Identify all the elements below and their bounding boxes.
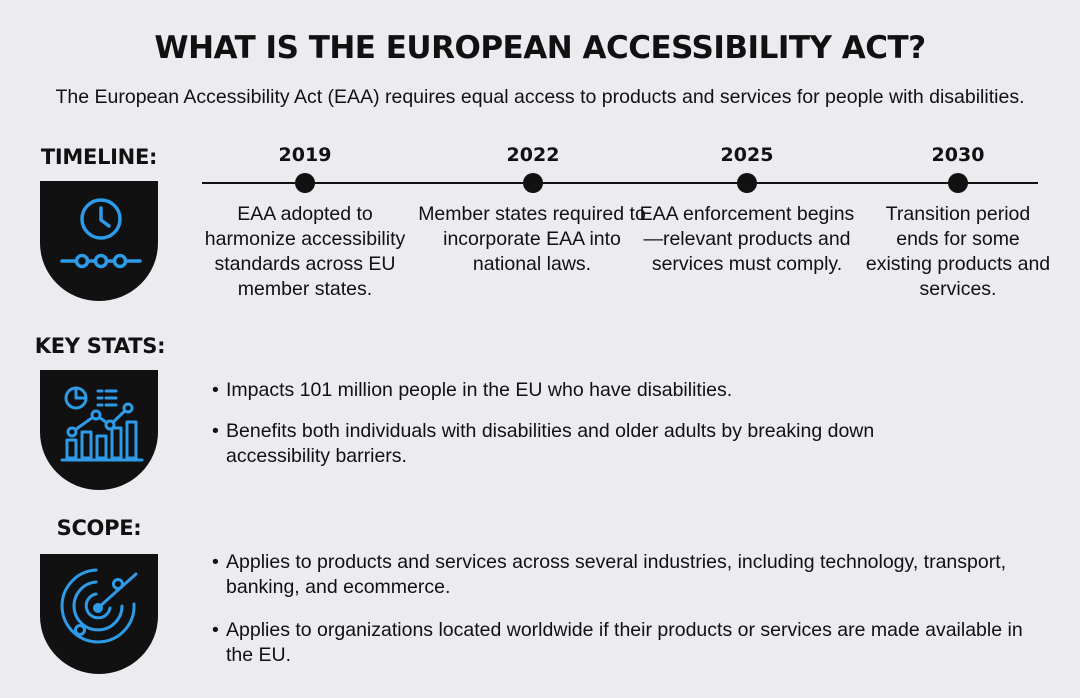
timeline-description: Transition period ends for some existing products and services. — [865, 203, 1051, 300]
bullet-marker: • — [212, 420, 219, 442]
list-item — [212, 419, 972, 469]
key-stats-label: KEY STATS: — [34, 334, 166, 358]
list-item — [212, 378, 1032, 403]
page-title: WHAT IS THE EUROPEAN ACCESSIBILITY ACT? — [154, 30, 926, 66]
timeline-axis — [202, 182, 1038, 184]
timeline-marker — [948, 173, 968, 193]
bullet-marker: • — [212, 619, 219, 641]
timeline-marker — [295, 173, 315, 193]
key-stats-badge — [40, 370, 158, 490]
timeline-marker — [737, 173, 757, 193]
timeline-badge — [40, 181, 158, 301]
timeline-year: 2022 — [506, 144, 560, 166]
timeline-description: Member states required to incorporate EAA into national laws. — [418, 203, 646, 275]
bullet-marker: • — [212, 551, 219, 573]
timeline-label: TIMELINE: — [40, 145, 158, 169]
scope-text: Applies to organizations located worldwide if their products or services are made available in the EU. — [226, 619, 1023, 666]
key-stat-text: Impacts 101 million people in the EU who have disabilities. — [226, 379, 733, 401]
timeline-description: EAA enforcement begins—relevant products and services must comply. — [639, 203, 855, 275]
timeline-marker — [523, 173, 543, 193]
page-subtitle: The European Accessibility Act (EAA) requires equal access to products and services for people with disabilities. — [55, 86, 1025, 108]
analytics-chart-icon — [40, 370, 158, 490]
list-item — [212, 550, 1032, 600]
scope-badge — [40, 554, 158, 674]
bullet-marker: • — [212, 379, 219, 401]
scope-text: Applies to products and services across several industries, including technology, transport, banking, and ecommerce. — [226, 551, 1007, 598]
scope-label: SCOPE: — [56, 516, 142, 540]
timeline-year: 2025 — [720, 144, 774, 166]
timeline-year: 2030 — [931, 144, 985, 166]
key-stat-text: Benefits both individuals with disabilities and older adults by breaking down accessibility barriers. — [226, 420, 875, 467]
radar-target-icon — [40, 554, 158, 674]
timeline-year: 2019 — [278, 144, 332, 166]
list-item — [212, 618, 1032, 668]
clock-icon — [40, 181, 158, 301]
timeline-description: EAA adopted to harmonize accessibility standards across EU member states. — [204, 203, 406, 300]
